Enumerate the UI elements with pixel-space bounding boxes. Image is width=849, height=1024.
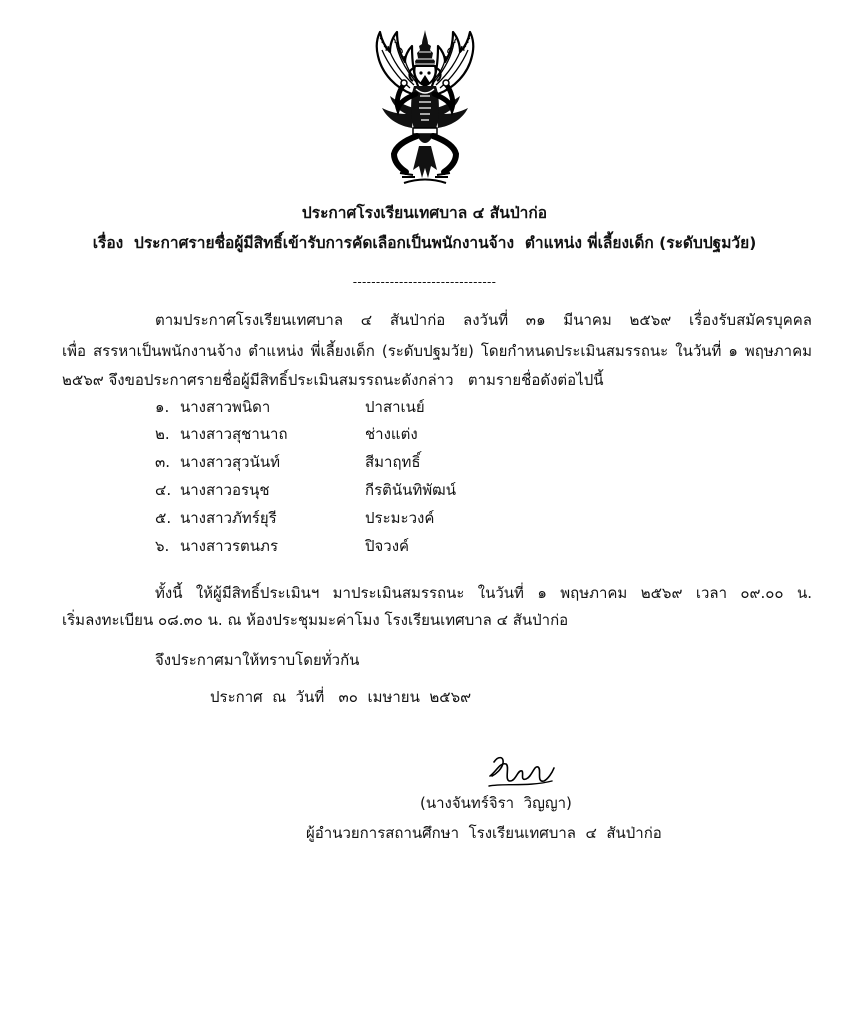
- signatory-position: ผู้อำนวยการสถานศึกษา โรงเรียนเทศบาล ๔ สันป่าก่อ: [306, 824, 662, 842]
- candidate-first-name: นางสาวพนิดา: [180, 398, 271, 416]
- right-wing: [432, 32, 473, 94]
- list-number: ๔.: [155, 481, 172, 499]
- candidate-first-name: นางสาวสุวนันท์: [180, 453, 280, 471]
- paragraph2-line1: ทั้งนี้ ให้ผู้มีสิทธิ์ประเมินฯ มาประเมินสมรรถนะ ในวันที่ ๑ พฤษภาคม ๒๕๖๙ เวลา ๐๙.๐๐ น.: [155, 584, 812, 602]
- signatory-name: (นางจันทร์จิรา วิญญา): [420, 794, 572, 812]
- announcement-title: ประกาศโรงเรียนเทศบาล ๔ สันป่าก่อ: [301, 204, 548, 222]
- paragraph2-line2: เริ่มลงทะเบียน ๐๘.๓๐ น. ณ ห้องประชุมมะค่าโมง โรงเรียนเทศบาล ๔ สันป่าก่อ: [62, 611, 569, 629]
- list-number: ๒.: [155, 425, 170, 443]
- candidate-last-name: ประมะวงค์: [365, 509, 435, 527]
- candidate-last-name: สีมาฤทธิ์: [365, 453, 421, 471]
- divider: -------------------------------: [352, 275, 497, 289]
- list-item: [155, 508, 575, 528]
- list-number: ๓.: [155, 453, 171, 471]
- left-wing: [377, 32, 418, 94]
- list-number: ๑.: [155, 398, 170, 416]
- paragraph1-line1: ตามประกาศโรงเรียนเทศบาล ๔ สันป่าก่อ ลงวันที่ ๓๑ มีนาคม ๒๕๖๙ เรื่องรับสมัครบุคคล: [155, 311, 812, 329]
- list-item: [155, 480, 575, 500]
- list-item: [155, 536, 575, 556]
- paragraph1-line3: ๒๕๖๙ จึงขอประกาศรายชื่อผู้มีสิทธิ์ประเมินสมรรถนะดังกล่าว ตามรายชื่อดังต่อไปนี้: [62, 371, 604, 389]
- list-number: ๕.: [155, 509, 172, 527]
- paragraph1-line2: เพื่อ สรรหาเป็นพนักงานจ้าง ตำแหน่ง พี่เลี้ยงเด็ก (ระดับปฐมวัย) โดยกำหนดประเมินสมรรถนะ ในวันที่ ๑ พฤษภาคม: [62, 342, 812, 360]
- closing-statement: จึงประกาศมาให้ทราบโดยทั่วกัน: [155, 651, 360, 669]
- list-item: [155, 452, 575, 472]
- list-item: [155, 424, 575, 444]
- list-item: [155, 397, 575, 417]
- candidate-first-name: นางสาวสุชานาถ: [180, 425, 288, 443]
- candidate-first-name: นางสาวภัทร์ยุรี: [180, 509, 277, 527]
- candidate-last-name: ปิจวงค์: [365, 537, 410, 555]
- announcement-subject: เรื่อง ประกาศรายชื่อผู้มีสิทธิ์เข้ารับการคัดเลือกเป็นพนักงานจ้าง ตำแหน่ง พี่เลี้ยงเด็ก (ระดับปฐมวัย): [92, 234, 757, 252]
- garuda-emblem: [360, 28, 490, 188]
- announcement-date: ประกาศ ณ วันที่ ๓๐ เมษายน ๒๕๖๙: [210, 688, 472, 706]
- candidate-last-name: ปาสาเนย์: [365, 398, 425, 416]
- candidate-last-name: ช่างแต่ง: [365, 425, 418, 443]
- handwritten-signature: [486, 750, 556, 792]
- candidate-first-name: นางสาวอรนุช: [180, 481, 270, 499]
- candidate-first-name: นางสาวรตนภร: [180, 537, 278, 555]
- candidate-last-name: กีรตินันทิพัฒน์: [365, 481, 456, 499]
- list-number: ๖.: [155, 537, 170, 555]
